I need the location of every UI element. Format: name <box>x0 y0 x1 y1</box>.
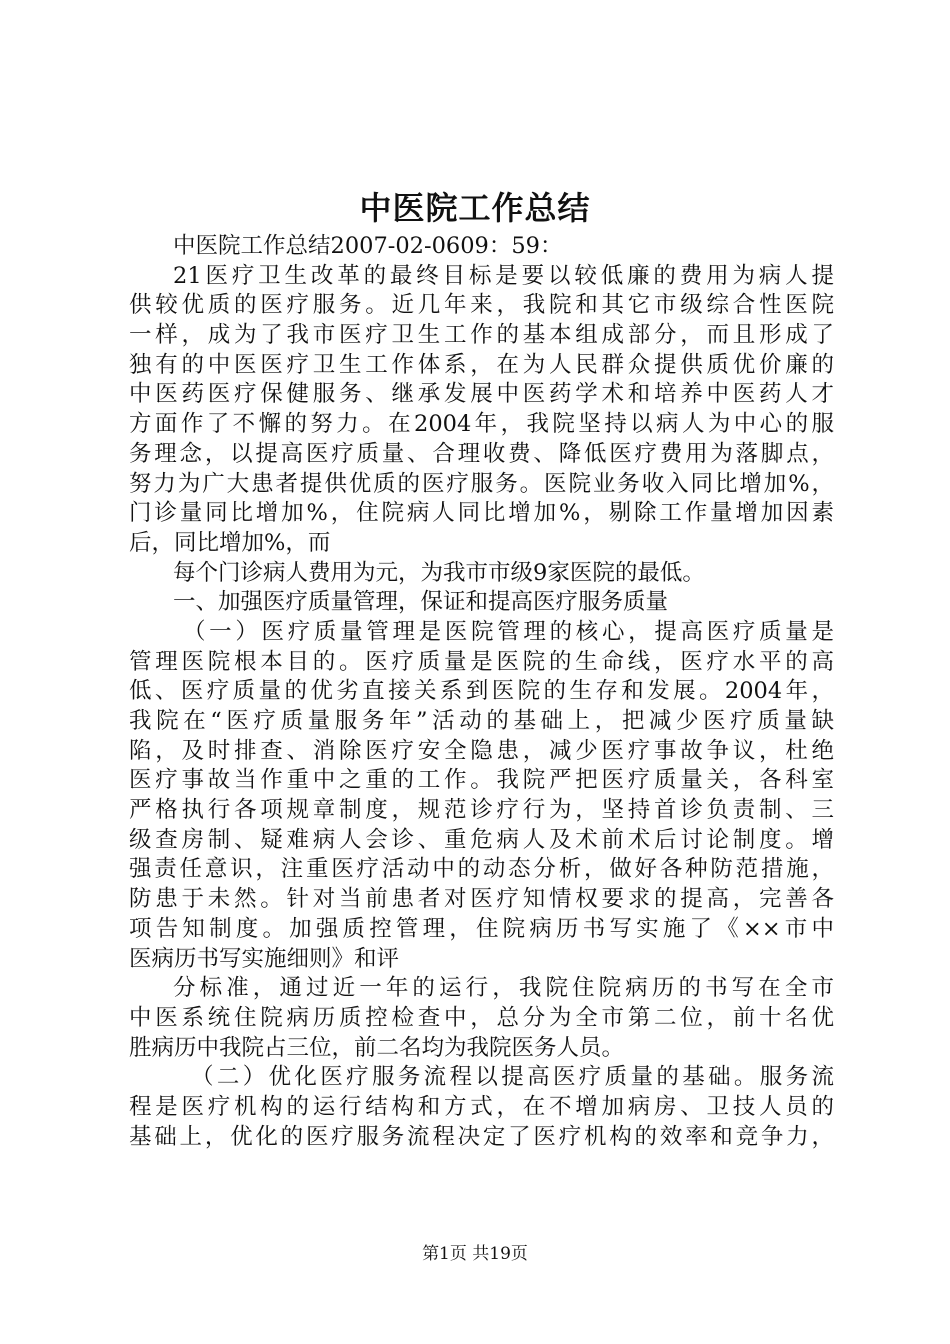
text-line: 供较优质的医疗服务。近几年来，我院和其它市级综合性医院 <box>129 292 834 319</box>
page-footer: 第1页 共19页 <box>422 1244 528 1264</box>
text-line: 胜病历中我院占三位，前二名均为我院医务人员。 <box>129 1034 625 1061</box>
text-line: 我院在“医疗质量服务年”活动的基础上，把减少医疗质量缺 <box>129 708 834 734</box>
text-line: 中医院工作总结2007-02-0609：59： <box>173 233 563 259</box>
text-line: 方面作了不懈的努力。在2004年，我院坚持以病人为中心的服 <box>129 411 834 438</box>
text-line: 医疗事故当作重中之重的工作。我院严把医疗质量关，各科室 <box>129 767 834 794</box>
text-line: 级查房制、疑难病人会诊、重危病人及术前术后讨论制度。增 <box>129 826 834 853</box>
text-line: （一）医疗质量管理是医院管理的核心，提高医疗质量是 <box>183 618 834 645</box>
text-line: 管理医院根本目的。医疗质量是医院的生命线，医疗水平的高 <box>129 648 834 675</box>
text-line: （二）优化医疗服务流程以提高医疗质量的基础。服务流 <box>191 1064 834 1091</box>
text-line: 项告知制度。加强质控管理，住院病历书写实施了《××市中 <box>129 915 834 942</box>
text-line: 低、医疗质量的优劣直接关系到医院的生存和发展。2004年， <box>129 678 834 705</box>
text-line: 中医系统住院病历质控检查中，总分为全市第二位，前十名优 <box>129 1004 834 1031</box>
text-line: 每个门诊病人费用为元，为我市市级9家医院的最低。 <box>173 559 705 586</box>
text-line: 防患于未然。针对当前患者对医疗知情权要求的提高，完善各 <box>129 886 834 913</box>
text-line: 门诊量同比增加%，住院病人同比增加%，剔除工作量增加因素 <box>129 500 834 527</box>
text-line: 21医疗卫生改革的最终目标是要以较低廉的费用为病人提 <box>173 262 834 289</box>
section-heading: 一、加强医疗质量管理，保证和提高医疗服务质量 <box>173 589 669 616</box>
text-line: 陷，及时排查、消除医疗安全隐患，减少医疗事故争议，杜绝 <box>129 737 834 764</box>
text-line: 后，同比增加%，而 <box>129 529 331 556</box>
text-line: 基础上，优化的医疗服务流程决定了医疗机构的效率和竞争力， <box>129 1123 834 1150</box>
text-line: 中医药医疗保健服务、继承发展中医药学术和培养中医药人才 <box>129 381 834 408</box>
text-line: 分标准，通过近一年的运行，我院住院病历的书写在全市 <box>173 975 834 1002</box>
text-line: 严格执行各项规章制度，规范诊疗行为，坚持首诊负责制、三 <box>129 797 834 824</box>
text-line: 务理念，以提高医疗质量、合理收费、降低医疗费用为落脚点， <box>129 440 834 467</box>
text-line: 一样，成为了我市医疗卫生工作的基本组成部分，而且形成了 <box>129 322 834 349</box>
text-line: 努力为广大患者提供优质的医疗服务。医院业务收入同比增加%， <box>129 470 834 497</box>
text-line: 强责任意识，注重医疗活动中的动态分析，做好各种防范措施， <box>129 856 834 883</box>
text-line: 医病历书写实施细则》和评 <box>129 945 400 972</box>
document-title: 中医院工作总结 <box>359 189 591 227</box>
text-line: 程是医疗机构的运行结构和方式，在不增加病房、卫技人员的 <box>129 1093 834 1120</box>
text-line: 独有的中医医疗卫生工作体系，在为人民群众提供质优价廉的 <box>129 351 834 378</box>
document-body <box>129 232 834 1152</box>
